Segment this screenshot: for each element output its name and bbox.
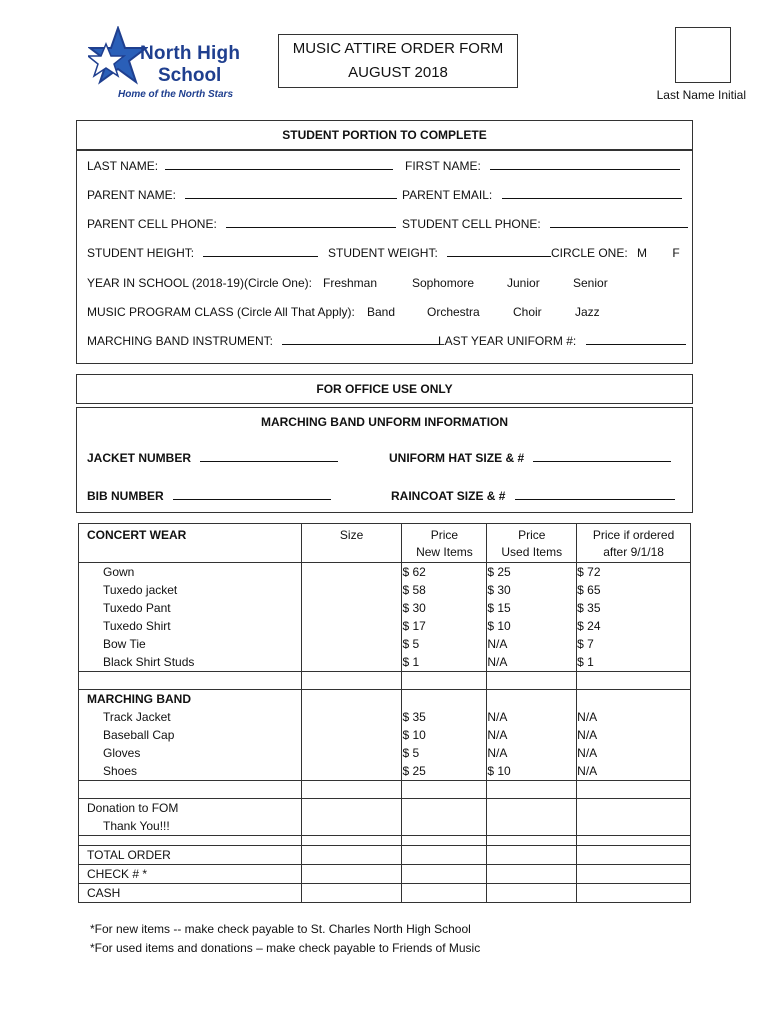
price-new-header-2: New Items <box>416 545 473 559</box>
concert-items-names <box>79 563 302 672</box>
note-new-items: *For new items -- make check payable to St. Charles North High School <box>90 922 471 936</box>
donation-used-cell[interactable] <box>487 799 577 836</box>
concert-size-cell[interactable] <box>301 563 402 672</box>
office-section-title: FOR OFFICE USE ONLY <box>316 382 453 396</box>
donation-label: Donation to FOM <box>87 801 179 815</box>
logo-line1: North High <box>140 43 241 64</box>
jacket-number-label: JACKET NUMBER <box>87 451 192 465</box>
marching-items-block <box>79 690 691 781</box>
concert-late-prices <box>577 563 691 672</box>
item-name: Track Jacket <box>103 710 171 724</box>
student-section-title: STUDENT PORTION TO COMPLETE <box>282 128 487 142</box>
donation-row <box>79 799 691 836</box>
parent-name-field[interactable] <box>185 188 397 199</box>
student-cell-field[interactable] <box>550 217 688 228</box>
hat-size-label: UNIFORM HAT SIZE & # <box>389 451 525 465</box>
price-used: N/A <box>487 728 508 742</box>
donation-thanks: Thank You!!! <box>103 819 170 833</box>
parent-email-field[interactable] <box>502 188 682 199</box>
price-late-header-1: Price if ordered <box>592 528 675 542</box>
spacer-row <box>79 781 691 799</box>
price-used: $ 30 <box>487 583 511 597</box>
weight-row <box>328 246 551 260</box>
price-new: $ 62 <box>402 565 426 579</box>
height-field[interactable] <box>203 246 318 257</box>
form-title <box>278 34 518 88</box>
price-used: $ 10 <box>487 764 511 778</box>
last-uniform-row <box>438 334 686 348</box>
concert-used-prices <box>487 563 577 672</box>
student-cell-row <box>402 217 688 231</box>
year-sophomore-option[interactable]: Sophomore <box>412 276 475 290</box>
item-name: Gown <box>103 565 135 579</box>
jacket-number-field[interactable] <box>200 451 338 462</box>
gender-row <box>551 246 680 260</box>
item-name: Baseball Cap <box>103 728 175 742</box>
price-late: $ 24 <box>577 619 601 633</box>
header-cell-size <box>301 524 402 563</box>
price-late: N/A <box>577 764 598 778</box>
first-name-label: FIRST NAME: <box>405 159 481 173</box>
table-header-row <box>79 524 691 563</box>
price-late: $ 72 <box>577 565 601 579</box>
concert-new-prices <box>402 563 487 672</box>
total-cell <box>79 846 302 865</box>
school-logo <box>88 26 258 102</box>
note-used-items: *For used items and donations – make check payable to Friends of Music <box>90 941 481 955</box>
first-name-row <box>405 159 680 173</box>
form-title-line1: MUSIC ATTIRE ORDER FORM <box>292 40 504 57</box>
last-name-initial-label: Last Name Initial <box>656 88 746 102</box>
header-cell-item <box>79 524 302 563</box>
program-jazz-option[interactable]: Jazz <box>575 305 600 319</box>
price-late: N/A <box>577 728 598 742</box>
item-name: Shoes <box>103 764 138 778</box>
price-late: N/A <box>577 710 598 724</box>
price-new: $ 1 <box>402 655 420 669</box>
price-new: $ 5 <box>402 637 420 651</box>
year-label: YEAR IN SCHOOL (2018-19)(Circle One): <box>87 276 312 290</box>
check-row <box>79 865 691 884</box>
concert-items-block <box>79 563 691 672</box>
price-late: $ 65 <box>577 583 601 597</box>
item-name: Black Shirt Studs <box>103 655 195 669</box>
price-new-header-1: Price <box>430 528 459 542</box>
last-name-field[interactable] <box>165 159 393 170</box>
header-cell-price-used <box>487 524 577 563</box>
item-name: Tuxedo Pant <box>103 601 171 615</box>
last-uniform-field[interactable] <box>586 334 686 345</box>
item-name: Bow Tie <box>103 637 146 651</box>
cash-cell <box>79 884 302 903</box>
year-senior-option[interactable]: Senior <box>573 276 608 290</box>
price-new: $ 35 <box>402 710 426 724</box>
price-new: $ 5 <box>402 746 420 760</box>
header-cell-price-late <box>577 524 691 563</box>
total-order-label: TOTAL ORDER <box>87 848 171 862</box>
header-cell-price-new <box>402 524 487 563</box>
jacket-number-row <box>87 451 338 465</box>
program-band-option[interactable]: Band <box>367 305 396 319</box>
office-section-header <box>76 374 693 404</box>
spacer-row <box>79 672 691 690</box>
parent-email-label: PARENT EMAIL: <box>402 188 493 202</box>
instrument-row <box>87 334 440 348</box>
last-name-label: LAST NAME: <box>87 159 159 173</box>
hat-size-row <box>389 451 671 465</box>
year-junior-option[interactable]: Junior <box>507 276 540 290</box>
parent-email-row <box>402 188 682 202</box>
weight-field[interactable] <box>447 246 551 257</box>
raincoat-size-label: RAINCOAT SIZE & # <box>391 489 506 503</box>
height-label: STUDENT HEIGHT: <box>87 246 195 260</box>
total-row <box>79 846 691 865</box>
cash-row <box>79 884 691 903</box>
raincoat-size-row <box>391 489 675 503</box>
price-new: $ 30 <box>402 601 426 615</box>
price-late-header-2: after 9/1/18 <box>603 545 664 559</box>
price-used: N/A <box>487 655 508 669</box>
donation-late-cell[interactable] <box>577 799 691 836</box>
item-name: Gloves <box>103 746 141 760</box>
marching-late-prices <box>577 690 691 781</box>
marching-used-prices <box>487 690 577 781</box>
form-title-line2: AUGUST 2018 <box>348 64 448 81</box>
order-table <box>78 523 691 903</box>
price-late: $ 1 <box>577 655 594 669</box>
price-used: $ 10 <box>487 619 511 633</box>
parent-cell-row <box>87 217 396 231</box>
star-icon <box>88 26 148 86</box>
marching-items-names <box>79 690 302 781</box>
marching-size-cell[interactable] <box>301 690 402 781</box>
circle-one-label: CIRCLE ONE: <box>551 246 628 260</box>
student-cell-label: STUDENT CELL PHONE: <box>402 217 541 231</box>
price-new: $ 25 <box>402 764 426 778</box>
cash-late-cell[interactable] <box>577 884 691 903</box>
weight-label: STUDENT WEIGHT: <box>328 246 438 260</box>
parent-name-row <box>87 188 397 202</box>
price-late: $ 35 <box>577 601 601 615</box>
price-used: N/A <box>487 746 508 760</box>
concert-wear-header: CONCERT WEAR <box>87 528 187 542</box>
marching-band-header: MARCHING BAND <box>87 692 191 706</box>
bib-number-row <box>87 489 331 503</box>
price-used: $ 15 <box>487 601 511 615</box>
total-used-cell[interactable] <box>487 846 577 865</box>
height-row <box>87 246 318 260</box>
check-late-cell[interactable] <box>577 865 691 884</box>
total-late-cell[interactable] <box>577 846 691 865</box>
donation-amount-cell[interactable] <box>402 799 487 836</box>
price-used: N/A <box>487 637 508 651</box>
check-cell <box>79 865 302 884</box>
bib-number-field[interactable] <box>173 489 331 500</box>
parent-name-label: PARENT NAME: <box>87 188 176 202</box>
gender-m-option[interactable]: M <box>637 246 648 260</box>
price-used-header-2: Used Items <box>501 545 563 559</box>
check-size-cell[interactable] <box>301 865 402 884</box>
parent-cell-label: PARENT CELL PHONE: <box>87 217 217 231</box>
program-label: MUSIC PROGRAM CLASS (Circle All That Apply): <box>87 305 355 319</box>
price-new: $ 58 <box>402 583 426 597</box>
check-number-label: CHECK # * <box>87 867 148 881</box>
item-name: Tuxedo jacket <box>103 583 178 597</box>
year-freshman-option[interactable]: Freshman <box>323 276 378 290</box>
bib-number-label: BIB NUMBER <box>87 489 164 503</box>
cash-label: CASH <box>87 886 121 900</box>
raincoat-size-field[interactable] <box>515 489 675 500</box>
price-late: N/A <box>577 746 598 760</box>
last-name-row <box>87 159 393 173</box>
logo-line2: School <box>158 65 222 86</box>
program-choir-option[interactable]: Choir <box>513 305 542 319</box>
first-name-field[interactable] <box>490 159 680 170</box>
instrument-label: MARCHING BAND INSTRUMENT: <box>87 334 274 348</box>
gender-f-option[interactable]: F <box>672 246 680 260</box>
cash-size-cell[interactable] <box>301 884 402 903</box>
total-new-cell[interactable] <box>402 846 487 865</box>
price-new: $ 17 <box>402 619 426 633</box>
check-used-cell[interactable] <box>487 865 577 884</box>
price-used-header-1: Price <box>518 528 546 542</box>
price-used: $ 25 <box>487 565 511 579</box>
parent-cell-field[interactable] <box>226 217 396 228</box>
program-orchestra-option[interactable]: Orchestra <box>427 305 480 319</box>
logo-tagline: Home of the North Stars <box>118 89 234 100</box>
marching-new-prices <box>402 690 487 781</box>
student-section-header <box>76 120 693 150</box>
donation-cell <box>79 799 302 836</box>
hat-size-field[interactable] <box>533 451 671 462</box>
spacer-row <box>79 836 691 846</box>
donation-size-cell[interactable] <box>301 799 402 836</box>
check-new-cell[interactable] <box>402 865 487 884</box>
cash-used-cell[interactable] <box>487 884 577 903</box>
price-new: $ 10 <box>402 728 426 742</box>
cash-new-cell[interactable] <box>402 884 487 903</box>
total-size-cell[interactable] <box>301 846 402 865</box>
price-used: N/A <box>487 710 508 724</box>
last-name-initial-box[interactable] <box>675 27 731 83</box>
instrument-field[interactable] <box>282 334 440 345</box>
marching-band-uniform-info-title: MARCHING BAND UNFORM INFORMATION <box>260 415 509 429</box>
last-uniform-label: LAST YEAR UNIFORM #: <box>438 334 577 348</box>
item-name: Tuxedo Shirt <box>103 619 171 633</box>
size-header: Size <box>339 528 364 542</box>
price-late: $ 7 <box>577 637 594 651</box>
